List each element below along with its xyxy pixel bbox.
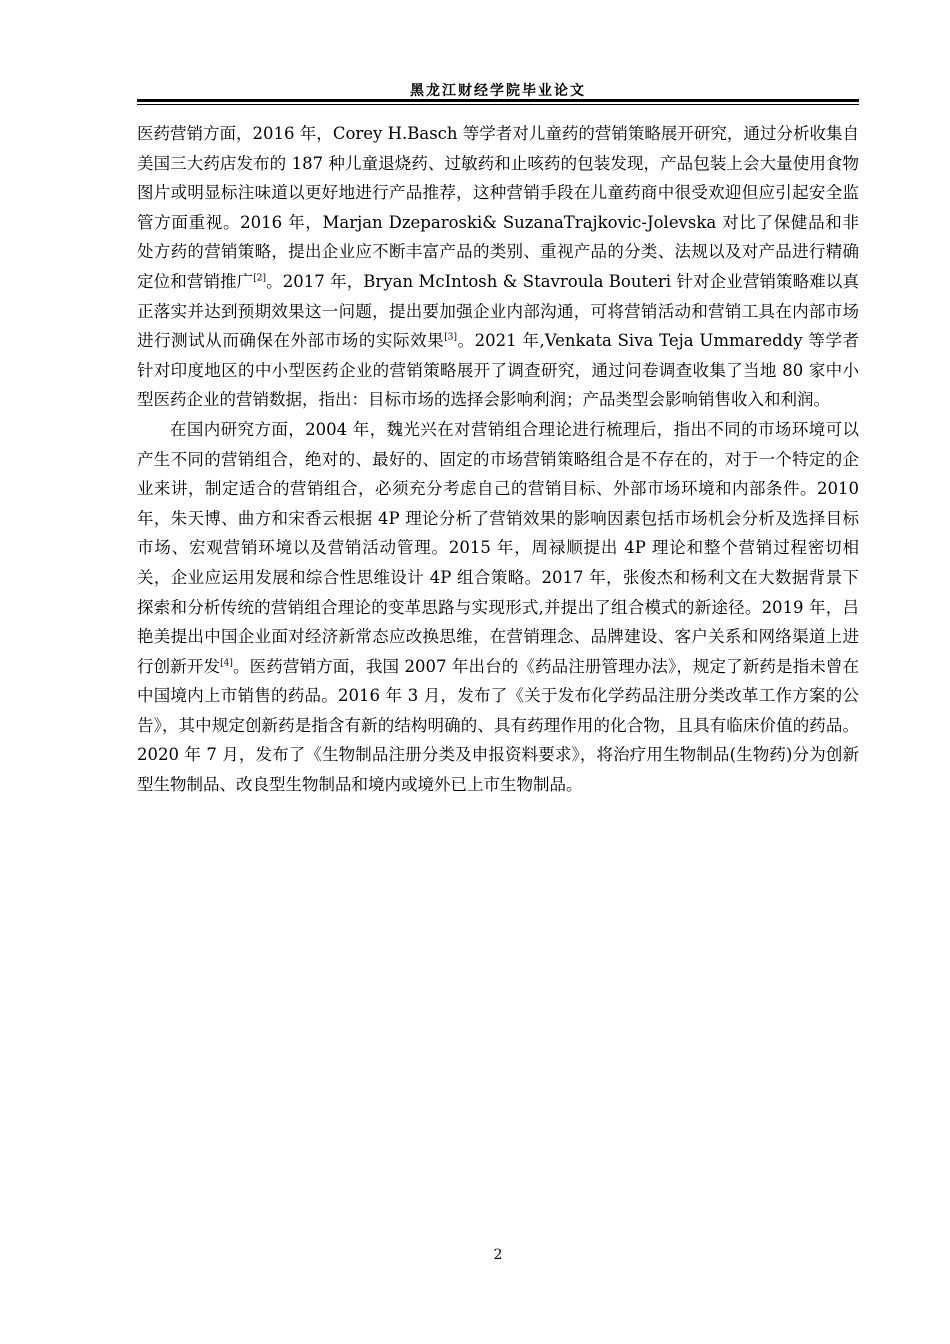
citation-ref: [3] — [444, 332, 457, 343]
paragraph-foreign-research — [137, 119, 859, 415]
paragraph-text: 。2021 年,Venkata Siva Teja Ummareddy 等学者针对印度地区的中小型医药企业的营销策略展开了调查研究，通过问卷调查收集了当地 80 家中小型医药企业的营销数据，指出：目标市场的选择会影响利润；产品类型会影响销售收入和利润。 — [137, 331, 860, 410]
header-rule-thick — [137, 99, 859, 102]
paragraph-text: 。2017 年，Bryan McIntosh & Stavroula Bouteri 针对企业营销策略难以真正落实并达到预期效果这一问题，提出要加强企业内部沟通，可将营销活动和营销工具在内部市场进行测试从而确保在外部市场的实际效果 — [137, 271, 859, 351]
body-text — [137, 119, 859, 800]
citation-ref: [2] — [253, 273, 267, 284]
page-header-title: 黑龙江财经学院毕业论文 — [410, 83, 586, 99]
header-rule-thin — [137, 104, 859, 105]
paragraph-text: 医药营销方面，2016 年，Corey H.Basch 等学者对儿童药的营销策略展开研究，通过分析收集自美国三大药店发布的 187 种儿童退烧药、过敏药和止咳药的包装发现，产品包装上会大量使用食物图片或明显标注味道以更好地进行产品推荐，这种营销手段在儿童药商中很受欢迎但应引起安全监管方面重视。2016 年，Marjan Dzeparoski& SuzanaTrajkovic-Jolevska 对比了保健品和非处方药的营销策略，提出企业应不断丰富产品的类别、重视产品的分类、法规以及对产品进行精确定位和营销推广 — [137, 124, 859, 291]
paragraph-domestic-research — [137, 415, 859, 800]
paragraph-text: 在国内研究方面，2004 年，魏光兴在对营销组合理论进行梳理后，指出不同的市场环境可以产生不同的营销组合，绝对的、最好的、固定的市场营销策略组合是不存在的，对于一个特定的企业来讲，制定适合的营销组合，必须充分考虑自己的营销目标、外部市场环境和内部条件。2010 年，朱天博、曲方和宋香云根据 4P 理论分析了营销效果的影响因素包括市场机会分析及选择目标市场、宏观营销环境以及营销活动管理。2015 年，周禄顺提出 4P 理论和整个营销过程密切相关，企业应运用发展和综合性思维设计 4P 组合策略。2017 年，张俊杰和杨利文在大数据背景下探索和分析传统的营销组合理论的变革思路与实现形式,并提出了组合模式的新途径。2019 年，吕艳美提出中国企业面对经济新常态应改换思维，在营销理念、品牌建设、客户关系和网络渠道上进行创新开发 — [137, 419, 859, 676]
page-number: 2 — [493, 1247, 503, 1263]
paragraph-text: 。医药营销方面，我国 2007 年出台的《药品注册管理办法》，规定了新药是指未曾在中国境内上市销售的药品。2016 年 3 月，发布了《关于发布化学药品注册分类改革工作方案的公告》，其中规定创新药是指含有新的结构明确的、具有药理作用的化合物，且具有临床价值的药品。2020 年 7 月，发布了《生物制品注册分类及申报资料要求》，将治疗用生物制品(生物药)分为创新型生物制品、改良型生物制品和境内或境外已上市生物制品。 — [137, 656, 860, 795]
citation-ref: [4] — [220, 658, 233, 669]
